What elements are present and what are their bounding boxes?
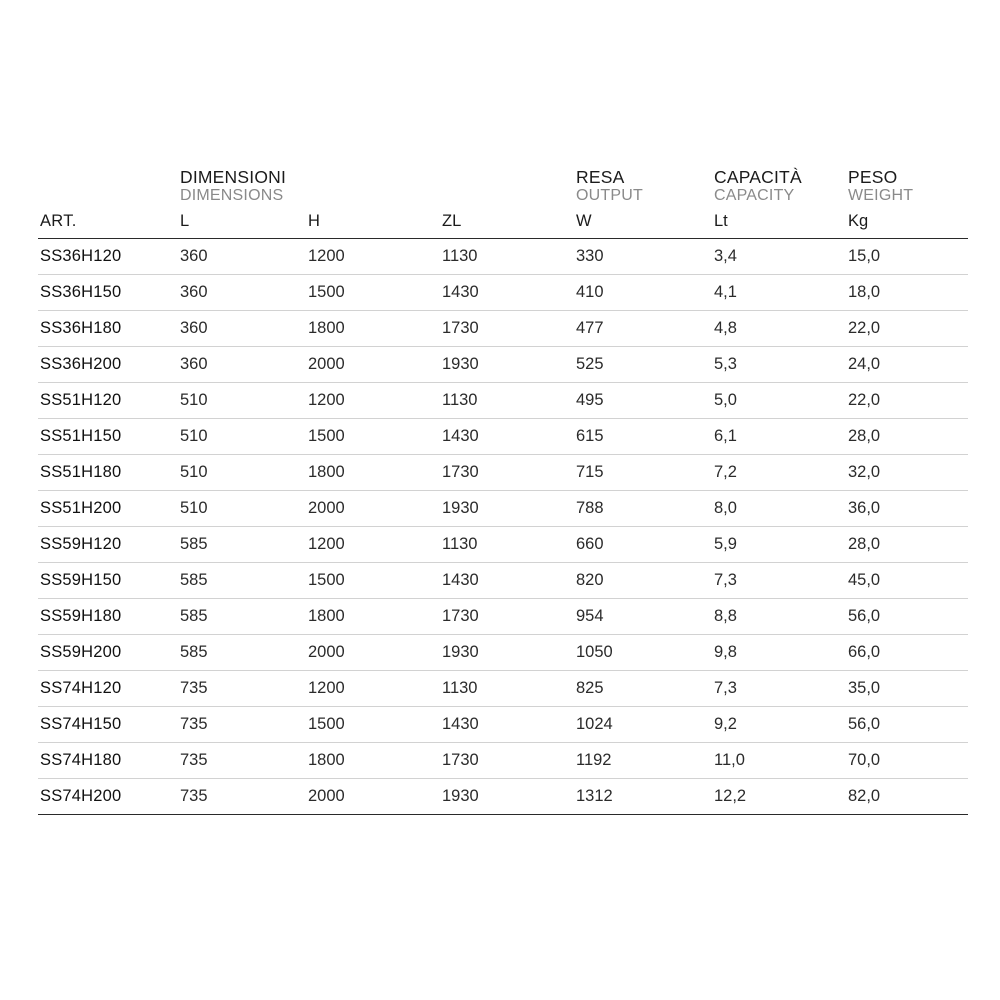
cell-art: SS59H120 — [38, 527, 178, 563]
group-label-peso-it: PESO — [848, 167, 898, 187]
group-header-empty — [38, 168, 178, 210]
group-header-peso — [846, 168, 968, 210]
cell-l: 360 — [178, 239, 306, 275]
cell-l: 510 — [178, 491, 306, 527]
cell-h: 1200 — [306, 383, 440, 419]
cell-kg: 35,0 — [846, 671, 968, 707]
cell-kg: 22,0 — [846, 311, 968, 347]
cell-art: SS74H120 — [38, 671, 178, 707]
cell-l: 360 — [178, 347, 306, 383]
cell-h: 1500 — [306, 419, 440, 455]
cell-w: 1050 — [574, 635, 712, 671]
cell-h: 1800 — [306, 743, 440, 779]
cell-art: SS74H200 — [38, 779, 178, 815]
table-row — [38, 707, 968, 743]
cell-art: SS51H120 — [38, 383, 178, 419]
cell-h: 1200 — [306, 527, 440, 563]
cell-zl: 1730 — [440, 311, 574, 347]
cell-w: 1192 — [574, 743, 712, 779]
group-header-dimensioni — [178, 168, 574, 210]
cell-h: 1500 — [306, 707, 440, 743]
cell-w: 788 — [574, 491, 712, 527]
cell-kg: 45,0 — [846, 563, 968, 599]
cell-kg: 28,0 — [846, 419, 968, 455]
table-row — [38, 779, 968, 815]
cell-kg: 70,0 — [846, 743, 968, 779]
cell-art: SS74H180 — [38, 743, 178, 779]
cell-l: 585 — [178, 563, 306, 599]
cell-lt: 4,1 — [712, 275, 846, 311]
table-row — [38, 599, 968, 635]
cell-w: 495 — [574, 383, 712, 419]
cell-lt: 3,4 — [712, 239, 846, 275]
cell-h: 1800 — [306, 455, 440, 491]
cell-kg: 36,0 — [846, 491, 968, 527]
cell-l: 510 — [178, 383, 306, 419]
cell-w: 615 — [574, 419, 712, 455]
cell-zl: 1130 — [440, 239, 574, 275]
cell-l: 585 — [178, 599, 306, 635]
cell-lt: 12,2 — [712, 779, 846, 815]
cell-h: 1500 — [306, 563, 440, 599]
cell-zl: 1130 — [440, 527, 574, 563]
cell-w: 330 — [574, 239, 712, 275]
table-row — [38, 455, 968, 491]
cell-zl: 1930 — [440, 635, 574, 671]
cell-lt: 5,0 — [712, 383, 846, 419]
cell-art: SS59H180 — [38, 599, 178, 635]
cell-kg: 56,0 — [846, 599, 968, 635]
cell-l: 585 — [178, 635, 306, 671]
cell-kg: 56,0 — [846, 707, 968, 743]
column-header-kg: Kg — [846, 210, 968, 239]
cell-zl: 1430 — [440, 563, 574, 599]
cell-lt: 11,0 — [712, 743, 846, 779]
group-header-resa — [574, 168, 712, 210]
cell-zl: 1930 — [440, 347, 574, 383]
cell-zl: 1930 — [440, 491, 574, 527]
cell-h: 1800 — [306, 599, 440, 635]
column-header-zl: ZL — [440, 210, 574, 239]
table-row — [38, 347, 968, 383]
cell-zl: 1430 — [440, 419, 574, 455]
cell-art: SS51H200 — [38, 491, 178, 527]
cell-lt: 7,3 — [712, 671, 846, 707]
cell-lt: 9,2 — [712, 707, 846, 743]
cell-w: 1312 — [574, 779, 712, 815]
cell-w: 660 — [574, 527, 712, 563]
cell-h: 2000 — [306, 491, 440, 527]
cell-l: 735 — [178, 779, 306, 815]
cell-w: 1024 — [574, 707, 712, 743]
cell-kg: 82,0 — [846, 779, 968, 815]
group-label-resa-en: OUTPUT — [576, 186, 643, 204]
cell-art: SS59H150 — [38, 563, 178, 599]
table-row — [38, 311, 968, 347]
group-label-capacita-en: CAPACITY — [714, 186, 795, 204]
table-row — [38, 491, 968, 527]
group-label-peso-en: WEIGHT — [848, 186, 914, 204]
column-header-art: ART. — [38, 210, 178, 239]
cell-kg: 32,0 — [846, 455, 968, 491]
cell-l: 735 — [178, 671, 306, 707]
cell-kg: 24,0 — [846, 347, 968, 383]
cell-l: 585 — [178, 527, 306, 563]
cell-zl: 1730 — [440, 743, 574, 779]
column-header-h: H — [306, 210, 440, 239]
table-row — [38, 275, 968, 311]
cell-art: SS51H180 — [38, 455, 178, 491]
cell-art: SS74H150 — [38, 707, 178, 743]
table-row — [38, 743, 968, 779]
cell-zl: 1130 — [440, 383, 574, 419]
cell-art: SS36H150 — [38, 275, 178, 311]
cell-h: 2000 — [306, 779, 440, 815]
cell-art: SS59H200 — [38, 635, 178, 671]
cell-w: 715 — [574, 455, 712, 491]
cell-lt: 8,8 — [712, 599, 846, 635]
column-header-lt: Lt — [712, 210, 846, 239]
cell-art: SS36H180 — [38, 311, 178, 347]
cell-lt: 7,2 — [712, 455, 846, 491]
table-row — [38, 635, 968, 671]
cell-w: 477 — [574, 311, 712, 347]
cell-zl: 1430 — [440, 275, 574, 311]
group-label-capacita-it: CAPACITÀ — [714, 167, 802, 187]
cell-l: 510 — [178, 455, 306, 491]
cell-h: 2000 — [306, 347, 440, 383]
group-label-resa-it: RESA — [576, 167, 625, 187]
cell-h: 1800 — [306, 311, 440, 347]
column-header-l: L — [178, 210, 306, 239]
table-row — [38, 671, 968, 707]
cell-l: 735 — [178, 707, 306, 743]
cell-art: SS51H150 — [38, 419, 178, 455]
cell-w: 410 — [574, 275, 712, 311]
group-label-dimensioni-en: DIMENSIONS — [180, 186, 284, 204]
cell-l: 735 — [178, 743, 306, 779]
cell-h: 1200 — [306, 239, 440, 275]
cell-zl: 1130 — [440, 671, 574, 707]
specification-table — [38, 168, 968, 815]
column-header-row — [38, 210, 968, 239]
cell-zl: 1730 — [440, 599, 574, 635]
cell-lt: 6,1 — [712, 419, 846, 455]
cell-h: 2000 — [306, 635, 440, 671]
cell-h: 1500 — [306, 275, 440, 311]
group-label-dimensioni-it: DIMENSIONI — [180, 167, 287, 187]
cell-lt: 9,8 — [712, 635, 846, 671]
cell-w: 825 — [574, 671, 712, 707]
cell-h: 1200 — [306, 671, 440, 707]
column-header-w: W — [574, 210, 712, 239]
table-row — [38, 563, 968, 599]
cell-zl: 1730 — [440, 455, 574, 491]
group-header-capacita — [712, 168, 846, 210]
table-row — [38, 383, 968, 419]
cell-zl: 1430 — [440, 707, 574, 743]
cell-kg: 18,0 — [846, 275, 968, 311]
cell-art: SS36H120 — [38, 239, 178, 275]
cell-kg: 15,0 — [846, 239, 968, 275]
cell-lt: 5,3 — [712, 347, 846, 383]
cell-l: 360 — [178, 311, 306, 347]
table-row — [38, 239, 968, 275]
cell-lt: 4,8 — [712, 311, 846, 347]
cell-kg: 66,0 — [846, 635, 968, 671]
cell-kg: 22,0 — [846, 383, 968, 419]
cell-kg: 28,0 — [846, 527, 968, 563]
cell-zl: 1930 — [440, 779, 574, 815]
table-row — [38, 527, 968, 563]
cell-lt: 5,9 — [712, 527, 846, 563]
cell-lt: 8,0 — [712, 491, 846, 527]
group-header-row — [38, 168, 968, 210]
table-body — [38, 239, 968, 815]
cell-w: 525 — [574, 347, 712, 383]
cell-l: 360 — [178, 275, 306, 311]
cell-w: 820 — [574, 563, 712, 599]
table-row — [38, 419, 968, 455]
cell-art: SS36H200 — [38, 347, 178, 383]
cell-lt: 7,3 — [712, 563, 846, 599]
cell-l: 510 — [178, 419, 306, 455]
cell-w: 954 — [574, 599, 712, 635]
